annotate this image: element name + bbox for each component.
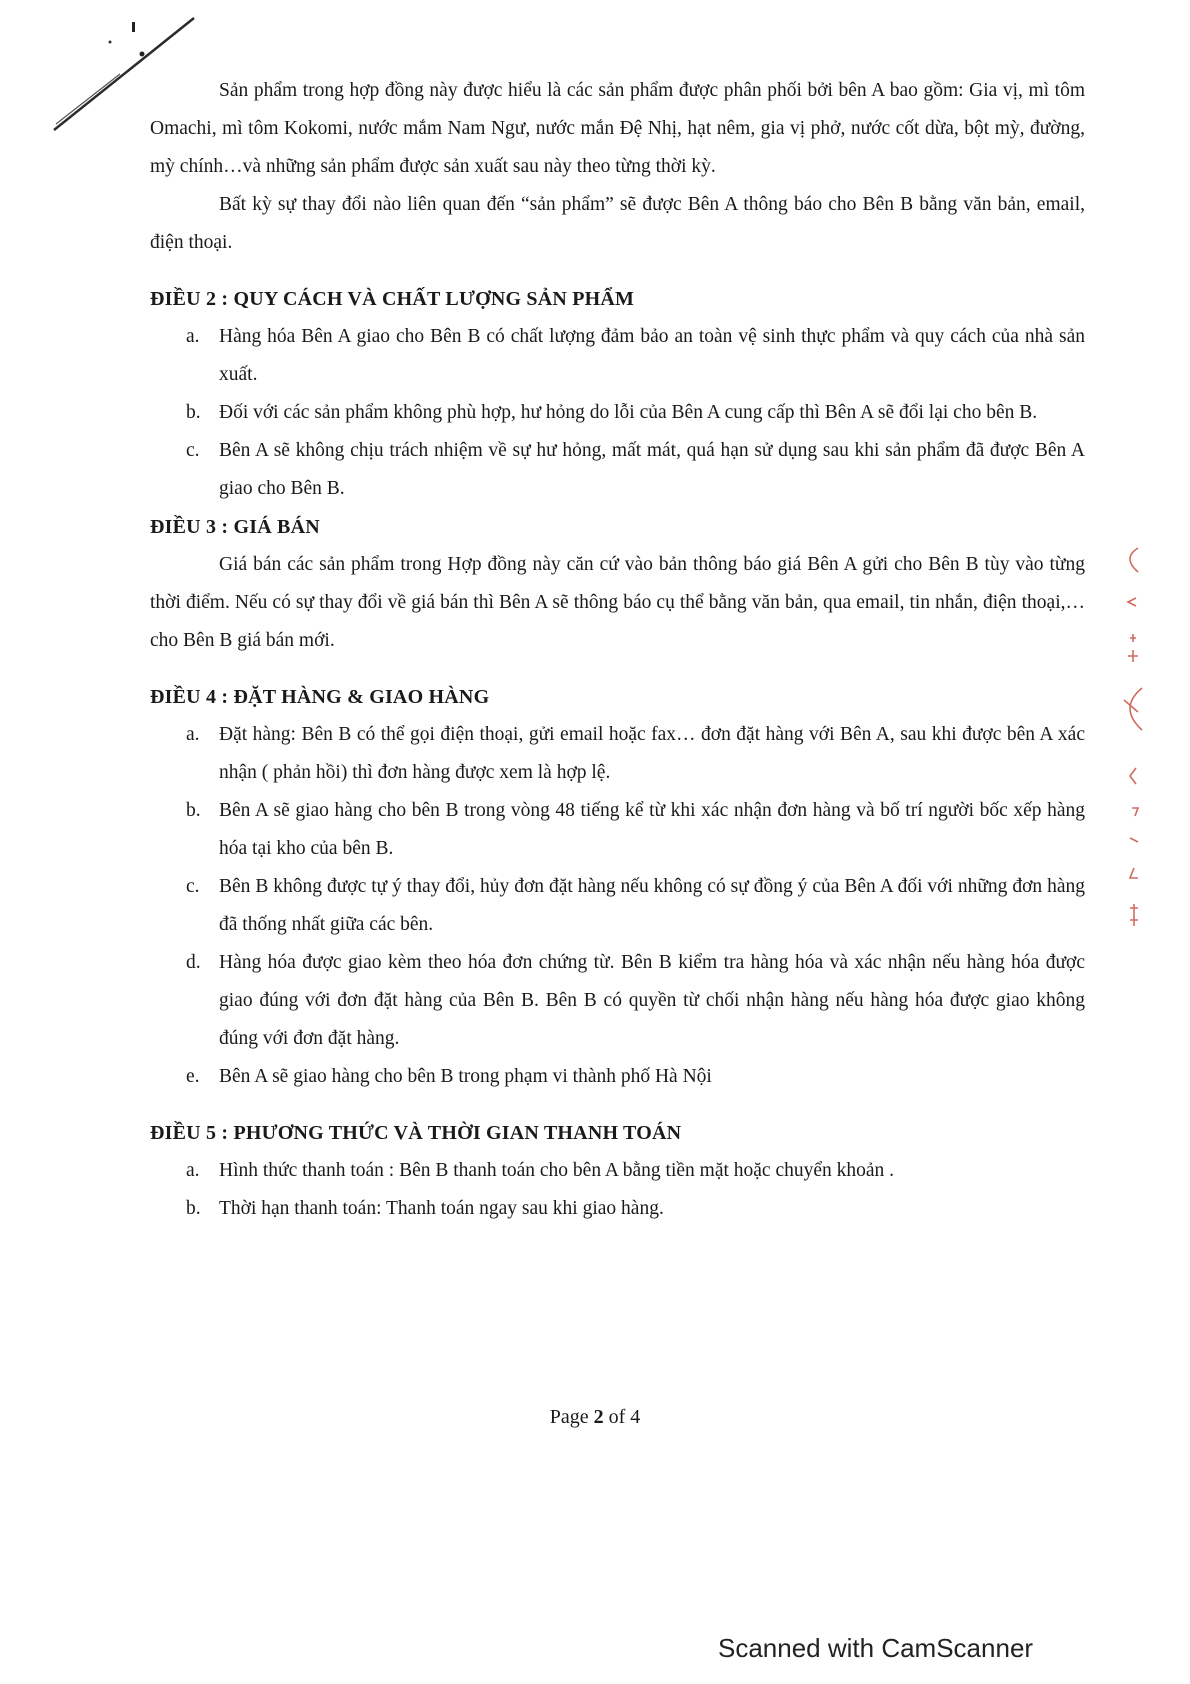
list-item-text: Bên A sẽ không chịu trách nhiệm về sự hư hỏng, mất mát, quá hạn sử dụng sau khi sản phẩm đã được Bên A giao cho Bên B.: [219, 440, 1085, 499]
article-3-title: ĐIỀU 3 : GIÁ BÁN: [150, 516, 320, 538]
products-definition-paragraph: Sản phẩm trong hợp đồng này được hiểu là các sản phẩm được phân phối bởi bên A bao gồm: Gia vị, mì tôm Omachi, mì tôm Kokomi, nước mắm Nam Ngư, nước mắn Đệ Nhị, hạt nêm, gia vị phở, nước cốt dừa, bột mỳ, đường, mỳ chính…và những sản phẩm được sản xuất sau này theo từng thời kỳ.: [150, 80, 1085, 177]
list-item-text: Hàng hóa Bên A giao cho Bên B có chất lượng đảm bảo an toàn vệ sinh thực phẩm và quy cách của nhà sản xuất.: [219, 326, 1085, 385]
list-marker: c.: [186, 876, 200, 897]
list-item-text: Bên A sẽ giao hàng cho bên B trong phạm vi thành phố Hà Nội: [219, 1066, 712, 1087]
current-page: 2: [593, 1406, 604, 1428]
list-marker: b.: [186, 1198, 201, 1219]
product-change-paragraph: Bất kỳ sự thay đổi nào liên quan đến “sản phẩm” sẽ được Bên A thông báo cho Bên B bằng văn bản, email, điện thoại.: [150, 194, 1085, 253]
list-item: [150, 1152, 1085, 1190]
list-marker: e.: [186, 1066, 200, 1087]
list-item: [150, 944, 1085, 1058]
page-number: [0, 1406, 1190, 1429]
list-item: [150, 868, 1085, 944]
total-pages: 4: [630, 1406, 641, 1428]
list-item: [150, 792, 1085, 868]
list-marker: a.: [186, 1160, 200, 1181]
list-marker: d.: [186, 952, 201, 973]
article-4-list: [150, 716, 1085, 1096]
list-item: [150, 394, 1085, 432]
list-item-text: Hàng hóa được giao kèm theo hóa đơn chứng từ. Bên B kiểm tra hàng hóa và xác nhận nếu hàng hóa được giao đúng với đơn đặt hàng của Bên B. Bên B có quyền từ chối nhận hàng nếu hàng hóa được giao không đúng với đơn đặt hàng.: [219, 952, 1085, 1049]
list-item-text: Hình thức thanh toán : Bên B thanh toán cho bên A bằng tiền mặt hoặc chuyển khoản .: [219, 1160, 895, 1181]
list-item-text: Bên A sẽ giao hàng cho bên B trong vòng 48 tiếng kể từ khi xác nhận đơn hàng và bố trí người bốc xếp hàng hóa tại kho của bên B.: [219, 800, 1085, 859]
page-of-label: of: [603, 1406, 631, 1428]
article-4-title: ĐIỀU 4 : ĐẶT HÀNG & GIAO HÀNG: [150, 686, 490, 708]
list-item: [150, 1058, 1085, 1096]
list-item-text: Bên B không được tự ý thay đổi, hủy đơn đặt hàng nếu không có sự đồng ý của Bên A đối với những đơn hàng đã thống nhất giữa các bên.: [219, 876, 1085, 935]
list-marker: c.: [186, 440, 200, 461]
article-3-text: Giá bán các sản phẩm trong Hợp đồng này căn cứ vào bản thông báo giá Bên A gửi cho Bên B tùy vào từng thời điểm. Nếu có sự thay đổi về giá bán thì Bên A sẽ thông báo cụ thể bằng văn bản, qua email, tin nhắn, điện thoại,… cho Bên B giá bán mới.: [150, 554, 1085, 651]
list-item-text: Thời hạn thanh toán: Thanh toán ngay sau khi giao hàng.: [219, 1198, 664, 1219]
list-marker: b.: [186, 402, 201, 423]
article-5-title: ĐIỀU 5 : PHƯƠNG THỨC VÀ THỜI GIAN THANH TOÁN: [150, 1122, 682, 1144]
list-item: [150, 432, 1085, 508]
list-marker: a.: [186, 326, 200, 347]
list-item: [150, 1190, 1085, 1228]
article-2-title: ĐIỀU 2 : QUY CÁCH VÀ CHẤT LƯỢNG SẢN PHẨM: [150, 288, 635, 310]
list-item-text: Đặt hàng: Bên B có thể gọi điện thoại, gửi email hoặc fax… đơn đặt hàng với Bên A, sau khi được bên A xác nhận ( phản hồi) thì đơn hàng được xem là hợp lệ.: [219, 724, 1085, 783]
seal-stamp-edge: [1108, 538, 1148, 958]
page-label: Page: [549, 1406, 594, 1428]
article-2-list: [150, 318, 1085, 508]
list-item: [150, 318, 1085, 394]
list-item-text: Đối với các sản phẩm không phù hợp, hư hỏng do lỗi của Bên A cung cấp thì Bên A sẽ đổi lại cho bên B.: [219, 402, 1038, 423]
camscanner-watermark: Scanned with CamScanner: [718, 1633, 1034, 1663]
list-item: [150, 716, 1085, 792]
list-marker: b.: [186, 800, 201, 821]
list-marker: a.: [186, 724, 200, 745]
contract-body: [150, 72, 1085, 1228]
article-5-list: [150, 1152, 1085, 1228]
